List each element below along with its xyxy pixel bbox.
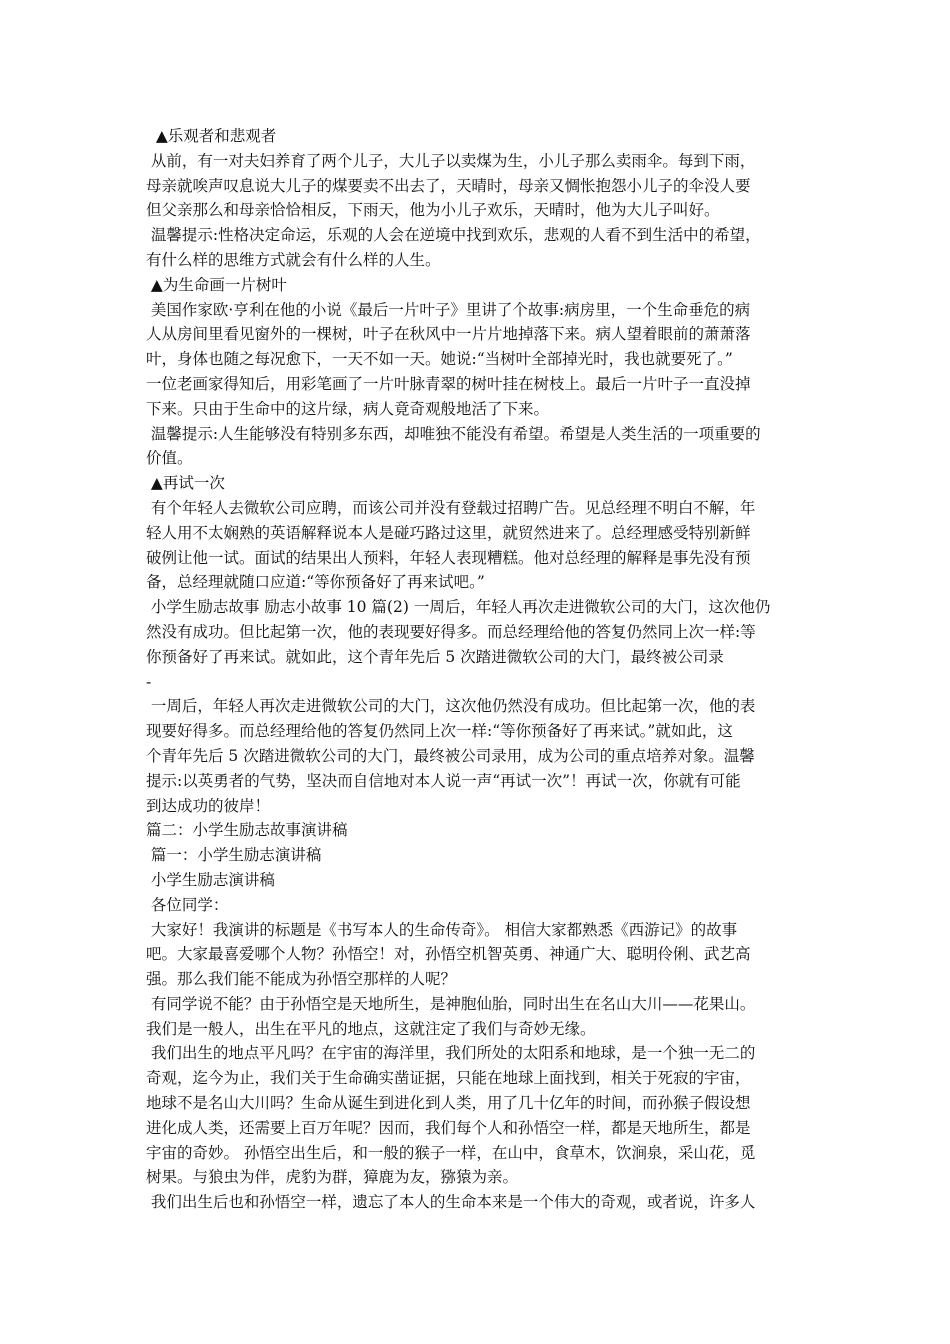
text-line: 破例让他一试。面试的结果出人预料，年轻人表现糟糕。他对总经理的解释是事先没有预 — [146, 548, 751, 567]
text-line: 个青年先后 5 次踏进微软公司的大门，最终被公司录用，成为公司的重点培养对象。温馨 — [146, 746, 755, 765]
text-line: ▲乐观者和悲观者 — [146, 127, 277, 145]
text-line: 有什么样的思维方式就会有什么样的人生。 — [146, 250, 441, 269]
text-line: 地球不是名山大川吗？生命从诞生到进化到人类，用了几十亿年的时间，而孙猴子假设想 — [146, 1094, 751, 1113]
text-line: 你预备好了再来试。就如此，这个青年先后 5 次踏进微软公司的大门，最终被公司录 — [146, 647, 724, 666]
text-line: 小学生励志故事 励志小故事 10 篇(2) 一周后，年轻人再次走进微软公司的大门，这次他仍 — [146, 598, 771, 617]
text-line: 母亲就唉声叹息说大儿子的煤要卖不出去了，天晴时，母亲又惆怅抱怨小儿子的伞没人要 — [146, 176, 751, 195]
text-line: 然没有成功。但比起第一次，他的表现要好得多。而总经理给他的答复仍然同上次一样:等 — [146, 622, 756, 641]
text-line: 树果。与狼虫为伴，虎豹为群，獐鹿为友，猕猿为亲。 — [146, 1168, 519, 1187]
text-line: - — [146, 672, 152, 691]
text-line: ▲再试一次 — [146, 474, 225, 493]
text-line: 备，总经理就随口应道:“等你预备好了再来试吧。” — [146, 573, 485, 592]
text-line: 但父亲那么和母亲恰恰相反，下雨天，他为小儿子欢乐，天晴时，他为大儿子叫好。 — [146, 201, 720, 220]
text-line: 人从房间里看见窗外的一棵树，叶子在秋风中一片片地掉落下来。病人望着眼前的萧萧落 — [146, 325, 751, 344]
text-line: 轻人用不太娴熟的英语解释说本人是碰巧路过这里，就贸然进来了。总经理感受特别新鲜 — [146, 523, 751, 542]
text-line: 大家好！我演讲的标题是《书写本人的生命传奇》。 相信大家都熟悉《西游记》的故事 — [146, 920, 738, 939]
text-line: 美国作家欧·亨利在他的小说《最后一片叶子》里讲了个故事:病房里，一个生命垂危的病 — [146, 300, 751, 319]
text-line: 我们出生后也和孙悟空一样，遗忘了本人的生命本来是一个伟大的奇观，或者说，许多人 — [146, 1193, 756, 1212]
text-line: 有同学说不能？由于孙悟空是天地所生，是神胞仙胎，同时出生在名山大川——花果山。 — [146, 994, 756, 1013]
text-line: 叶，身体也随之每况愈下，一天不如一天。她说:“当树叶全部掉光时，我也就要死了。” — [146, 350, 733, 369]
text-line: ▲为生命画一片树叶 — [146, 275, 287, 294]
text-line: 价值。 — [146, 449, 193, 468]
text-line: 从前，有一对夫妇养育了两个儿子，大儿子以卖煤为生，小儿子那么卖雨伞。每到下雨， — [146, 151, 756, 170]
text-line: 宇宙的奇妙。 孙悟空出生后，和一般的猴子一样，在山中，食草木，饮涧泉，采山花，觅 — [146, 1143, 756, 1162]
text-line: 我们出生的地点平凡吗？在宇宙的海洋里，我们所处的太阳系和地球，是一个独一无二的 — [146, 1044, 756, 1063]
text-line: 一位老画家得知后，用彩笔画了一片叶脉青翠的树叶挂在树枝上。最后一片叶子一直没掉 — [146, 374, 751, 393]
text-line: 篇一：小学生励志演讲稿 — [146, 846, 322, 865]
text-line: 强。那么我们能不能成为孙悟空那样的人呢？ — [146, 970, 457, 989]
text-line: 奇观，迄今为止，我们关于生命确实凿证据，只能在地球上面找到，相关于死寂的宇宙， — [146, 1069, 751, 1088]
text-line: 进化成人类，还需要上百万年呢？因而，我们每个人和孙悟空一样，都是天地所生，都是 — [146, 1118, 751, 1137]
text-line: 吧。大家最喜爱哪个人物？孙悟空！对，孙悟空机智英勇、神通广大、聪明伶俐、武艺高 — [146, 945, 751, 964]
text-line: 小学生励志演讲稿 — [146, 870, 275, 889]
text-line: 下来。只由于生命中的这片绿，病人竟奇观般地活了下来。 — [146, 399, 550, 418]
text-line: 各位同学： — [146, 895, 229, 914]
text-line: 我们是一般人，出生在平凡的地点，这就注定了我们与奇妙无缘。 — [146, 1019, 596, 1038]
text-line: 温馨提示:性格决定命运，乐观的人会在逆境中找到欢乐，悲观的人看不到生活中的希望， — [146, 226, 761, 245]
text-line: 现要好得多。而总经理给他的答复仍然同上次一样:“等你预备好了再来试。”就如此，这 — [146, 722, 733, 741]
text-line: 一周后，年轻人再次走进微软公司的大门，这次他仍然没有成功。但比起第一次，他的表 — [146, 697, 756, 716]
text-line: 提示:以英勇者的气势，坚决而自信地对本人说一声“再试一次”！再试一次，你就有可能 — [146, 771, 741, 790]
text-line: 到达成功的彼岸！ — [146, 796, 271, 815]
text-line: 篇二：小学生励志故事演讲稿 — [146, 821, 348, 840]
document-page — [146, 124, 810, 1215]
text-line: 有个年轻人去微软公司应聘，而该公司并没有登载过招聘广告。见总经理不明白不解，年 — [146, 498, 756, 517]
text-line: 温馨提示:人生能够没有特别多东西，却唯独不能没有希望。希望是人类生活的一项重要的 — [146, 424, 761, 443]
